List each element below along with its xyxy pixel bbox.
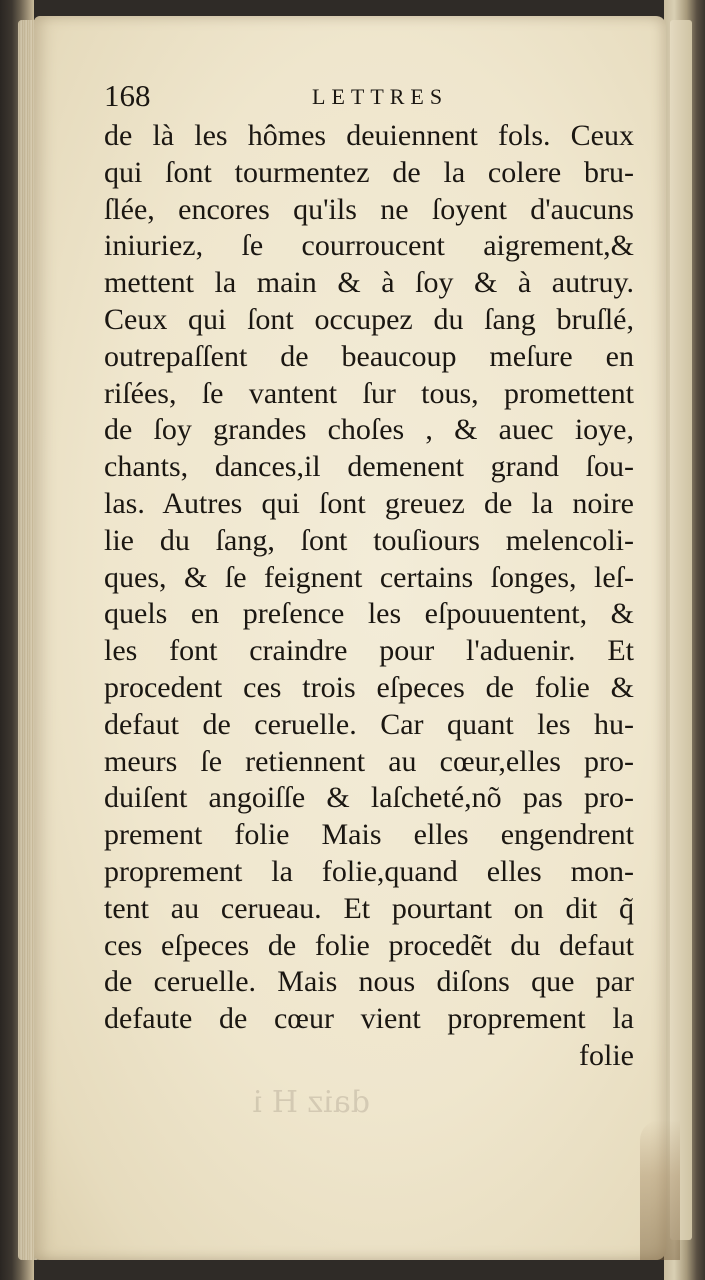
text-line: lie du ſang, ſont touſiours melencoli- — [104, 523, 634, 557]
page-number: 168 — [104, 78, 151, 113]
text-line: chants, dances,il demenent grand ſou- — [104, 450, 634, 484]
text-line: prement folie Mais elles engendrent — [104, 818, 634, 852]
text-line: de ceruelle. Mais nous diſons que par — [104, 965, 634, 999]
page-stain — [640, 1120, 680, 1260]
text-line: les font craindre pour l'aduenir. Et — [104, 634, 634, 668]
text-line: proprement la folie,quand elles mon- — [104, 854, 634, 888]
text-line: defaut de ceruelle. Car quant les hu- — [104, 707, 634, 741]
text-line: mettent la main & à ſoy & à autruy. — [104, 266, 634, 300]
text-line: de là les hômes deuiennent fols. Ceux — [104, 119, 634, 152]
text-line: ſlée, encores qu'ils ne ſoyent d'aucuns — [104, 192, 634, 226]
text-line: de ſoy grandes choſes , & auec ioye, — [104, 413, 634, 447]
text-line: Ceux qui ſont occupez du ſang bruſlé, — [104, 302, 634, 336]
body-text — [104, 118, 634, 1075]
facing-page-sliver — [670, 20, 692, 1240]
catchword: folie — [579, 1038, 634, 1072]
facing-page-edge — [664, 0, 705, 1280]
text-line: outrepaſſent de beaucoup meſure en — [104, 339, 634, 373]
text-line: quels en preſence les eſpouuentent, & — [104, 597, 634, 631]
text-line: defaute de cœur vient proprement la — [104, 1002, 634, 1036]
text-line: procedent ces trois eſpeces de folie & — [104, 670, 634, 704]
page-text-block — [104, 78, 634, 1075]
text-line: meurs ſe retiennent au cœur,elles pro- — [104, 744, 634, 778]
text-line: duiſent angoiſſe & laſcheté,nõ pas pro- — [104, 781, 634, 815]
text-line: las. Autres qui ſont greuez de la noire — [104, 486, 634, 520]
page-header — [104, 78, 634, 118]
running-title: LETTRES — [312, 84, 449, 109]
text-line: ques, & ſe feignent certains ſonges, leſ- — [104, 560, 634, 594]
show-through-text: daiz H i — [252, 1085, 370, 1120]
text-line: ces eſpeces de folie procedẽt du defaut — [104, 928, 634, 962]
text-line: riſées, ſe vantent ſur tous, promettent — [104, 376, 634, 410]
text-line: tent au cerueau. Et pourtant on dit q̃ — [104, 891, 634, 925]
text-line: qui ſont tourmentez de la colere bru- — [104, 155, 634, 189]
text-line: iniuriez, ſe courroucent aigrement,& — [104, 229, 634, 263]
